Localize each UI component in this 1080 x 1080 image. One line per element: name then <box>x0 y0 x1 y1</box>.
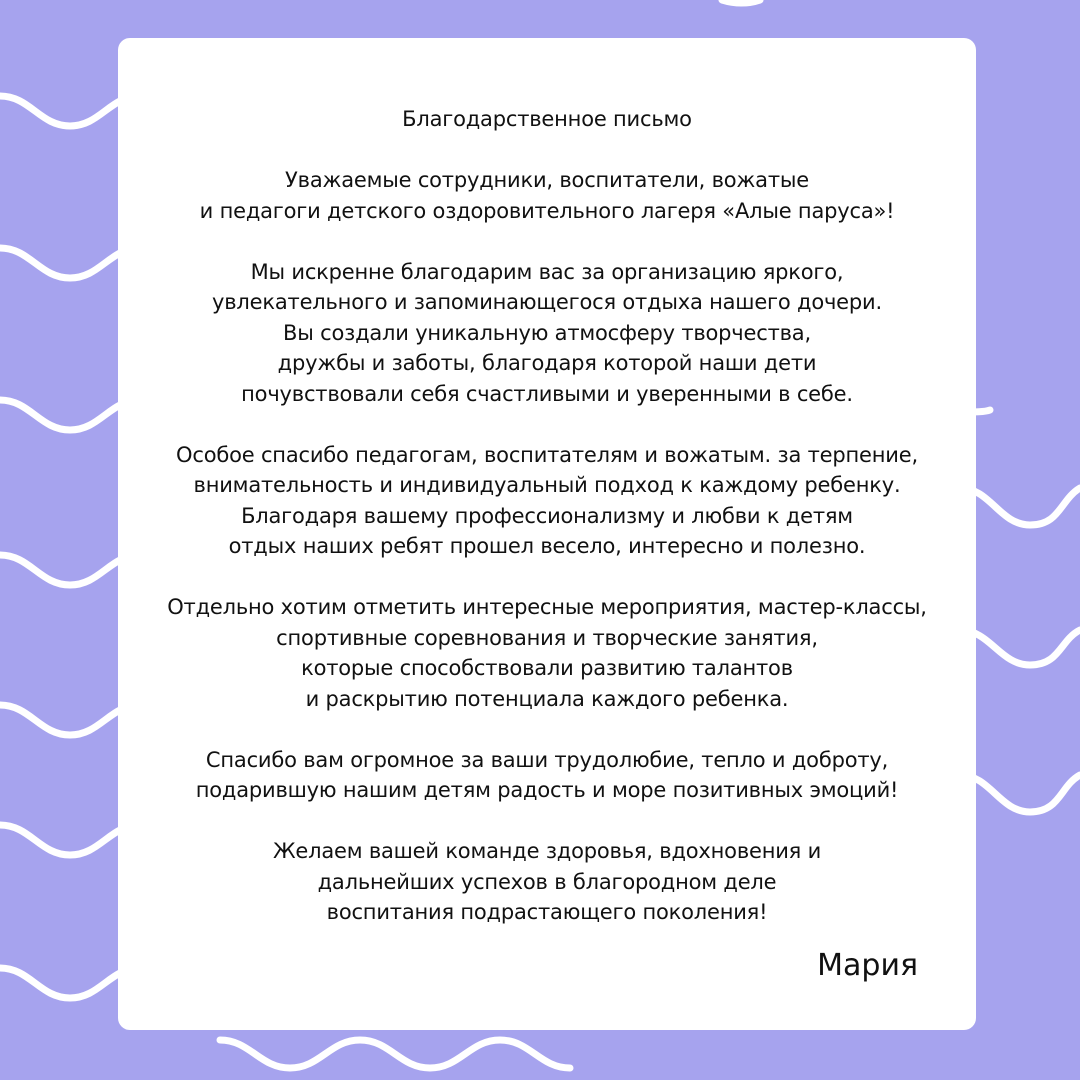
text-line: увлекательного и запоминающегося отдыха нашего дочери. <box>212 290 882 314</box>
paragraph-special-thanks <box>118 440 976 562</box>
text-line: Благодаря вашему профессионализму и любви к детям <box>241 503 853 528</box>
paragraph-wishes <box>118 836 976 928</box>
text-line: отдых наших ребят прошел весело, интересно и полезно. <box>228 534 866 558</box>
paragraph-gratitude <box>118 745 976 806</box>
paragraph-activities <box>118 592 976 714</box>
text-line: дружбы и заботы, благодаря которой наши дети <box>277 351 817 375</box>
text-line: Желаем вашей команде здоровья, вдохновения и <box>272 839 822 863</box>
paragraph-greeting <box>118 165 976 226</box>
text-line: и раскрытию потенциала каждого ребенка. <box>305 686 789 711</box>
wave-bottom-1 <box>220 1040 570 1068</box>
text-line: дальнейших успехов в благородном деле <box>317 869 777 894</box>
text-line: Спасибо вам огромное за ваши трудолюбие, тепло и доброту, <box>205 747 889 772</box>
text-line: подарившую нашим детям радость и море позитивных эмоций! <box>195 778 899 802</box>
text-line: и педагоги детского оздоровительного лагеря «Алые паруса»! <box>199 198 895 223</box>
text-line: Отдельно хотим отметить интересные мероприятия, мастер-классы, <box>167 595 927 619</box>
text-line: Уважаемые сотрудники, воспитатели, вожатые <box>285 168 809 192</box>
text-line: почувствовали себя счастливыми и уверенными в себе. <box>241 381 853 406</box>
letter-title: Благодарственное письмо <box>402 107 692 131</box>
wave-right-4 <box>960 775 1080 812</box>
wave-right-3 <box>960 630 1080 665</box>
wave-top-arc <box>722 0 760 3</box>
paragraph-thanks <box>118 257 976 410</box>
signature: Мария <box>817 948 918 983</box>
text-line: внимательность и индивидуальный подход к каждому ребенку. <box>193 473 901 497</box>
letter-card <box>118 38 976 1030</box>
text-line: спортивные соревнования и творческие занятия, <box>276 625 818 650</box>
wave-right-2 <box>960 488 1080 525</box>
letter-body <box>118 104 976 958</box>
text-line: Особое спасибо педагогам, воспитателям и вожатым. за терпение, <box>176 442 918 467</box>
text-line: Вы создали уникальную атмосферу творчества, <box>283 320 811 345</box>
text-line: Мы искренне благодарим вас за организацию яркого, <box>250 259 844 284</box>
text-line: которые способствовали развитию талантов <box>301 656 793 680</box>
text-line: воспитания подрастающего поколения! <box>326 900 768 924</box>
